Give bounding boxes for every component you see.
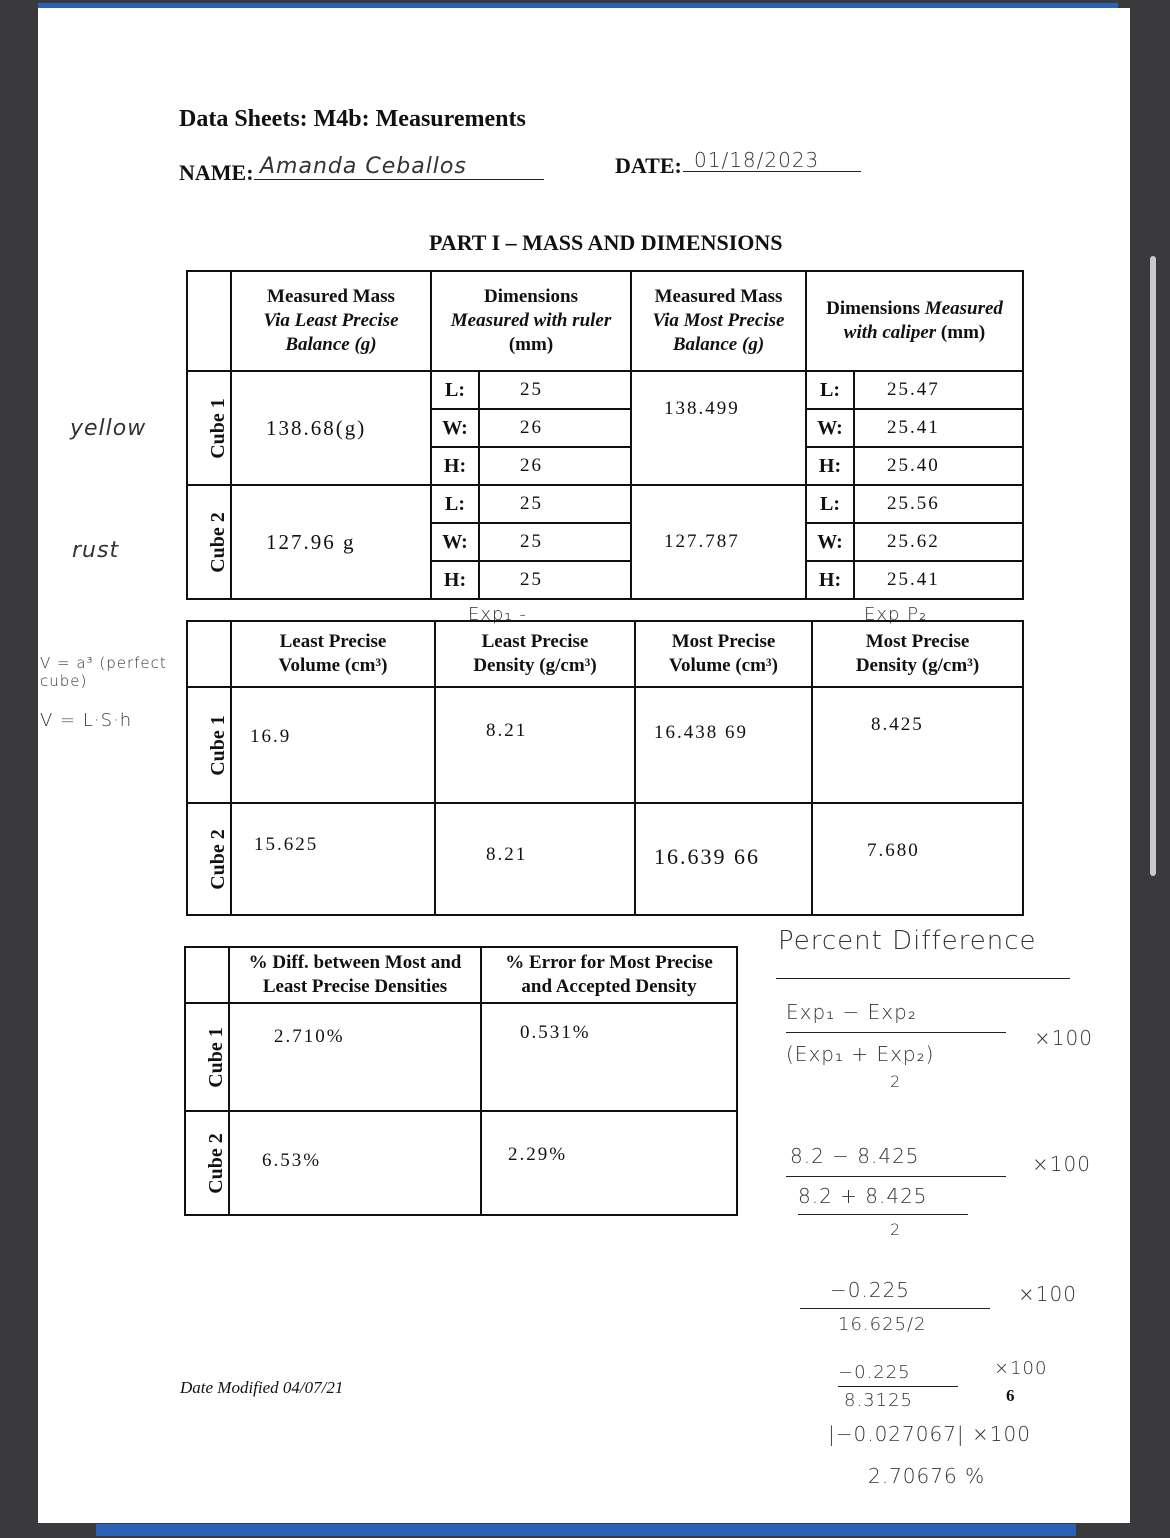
- header-err: % Error for Most Precise and Accepted Density: [481, 947, 737, 1003]
- table3-header-row: [185, 947, 737, 1003]
- cube2-ruler-H: 25: [479, 561, 631, 599]
- cube1-vol-most: 16.438 69: [635, 687, 812, 803]
- table1-row-cube2-L: [187, 485, 1023, 523]
- calc-l2-bar: [786, 1176, 1006, 1177]
- cube1-ruler-L: 25: [479, 371, 631, 409]
- calc-l1-bar: [786, 1032, 1006, 1033]
- calc-l3-bar: [800, 1308, 990, 1309]
- calc-l2-subbar: [798, 1214, 968, 1215]
- calc-title-underline: [776, 978, 1070, 979]
- header-mass-most: Measured Mass Via Most Precise Balance (g): [631, 271, 806, 371]
- header-vol-most: Most Precise Volume (cm³): [635, 621, 812, 687]
- cube2-ruler-W: 25: [479, 523, 631, 561]
- name-underline: [254, 179, 544, 180]
- table3-row-cube1: [185, 1003, 737, 1111]
- header-den-least: Least Precise Density (g/cm³): [435, 621, 635, 687]
- scrollbar-thumb[interactable]: [1150, 256, 1156, 876]
- cube2-caliper-L: 25.56: [854, 485, 1023, 523]
- dim-label-W: W:: [806, 523, 854, 561]
- calc-l1-den2: 2: [890, 1072, 902, 1091]
- note-formula-lsh: V = L·S·h: [40, 710, 133, 731]
- calc-l2-num: 8.2 − 8.425: [790, 1144, 920, 1168]
- date-label: DATE:: [615, 153, 682, 178]
- calc-l2-den2: 2: [890, 1220, 902, 1239]
- note-formula-cube: V = a³ (perfect cube): [40, 654, 167, 690]
- page-number: 6: [1006, 1386, 1015, 1405]
- cube1-mass-least: 138.68(g): [231, 371, 431, 485]
- name-label: NAME:: [179, 160, 254, 185]
- table2-row-cube2: [187, 803, 1023, 915]
- table2-header-row: [187, 621, 1023, 687]
- calc-l2-den: 8.2 + 8.425: [798, 1184, 928, 1208]
- calc-l3-x100: ×100: [1018, 1282, 1077, 1306]
- calc-l4-x100: ×100: [994, 1358, 1048, 1379]
- date-value: 01/18/2023: [694, 148, 820, 172]
- cube1-den-least: 8.21: [435, 687, 635, 803]
- cube1-ruler-W: 26: [479, 409, 631, 447]
- cube2-diff: 6.53%: [229, 1111, 481, 1215]
- corner-cell: [187, 621, 231, 687]
- cube1-label-cell: Cube 1: [185, 1003, 229, 1111]
- cube2-mass-most: 127.787: [631, 485, 806, 599]
- note-exp2: Exp P₂: [864, 604, 928, 625]
- cube2-den-least: 8.21: [435, 803, 635, 915]
- dim-label-L: L:: [431, 371, 479, 409]
- table2-row-cube1: [187, 687, 1023, 803]
- cube1-label-cell: Cube 1: [187, 687, 231, 803]
- mass-dimensions-table: [186, 270, 1024, 600]
- cube2-ruler-L: 25: [479, 485, 631, 523]
- table3-row-cube2: [185, 1111, 737, 1215]
- dim-label-W: W:: [806, 409, 854, 447]
- cube2-mass-least: 127.96 g: [231, 485, 431, 599]
- note-exp1: Exp₁ -: [468, 604, 527, 625]
- bottom-accent-bar: [96, 1524, 1076, 1536]
- document-page: [38, 8, 1130, 1523]
- dim-label-L: L:: [431, 485, 479, 523]
- dim-label-H: H:: [806, 561, 854, 599]
- part-title: PART I – MASS AND DIMENSIONS: [429, 230, 783, 255]
- table1-row-cube1-L: [187, 371, 1023, 409]
- cube2-label-cell: Cube 2: [185, 1111, 229, 1215]
- dim-label-H: H:: [431, 447, 479, 485]
- header-dim-caliper: Dimensions Measured with caliper (mm): [806, 271, 1023, 371]
- cube1-caliper-H: 25.40: [854, 447, 1023, 485]
- cube2-vol-most: 16.639 66: [635, 803, 812, 915]
- dim-label-H: H:: [431, 561, 479, 599]
- dim-label-W: W:: [431, 523, 479, 561]
- cube1-mass-most: 138.499: [631, 371, 806, 485]
- percent-diff-table: [184, 946, 738, 1216]
- note-yellow: yellow: [70, 416, 147, 441]
- header-diff: % Diff. between Most and Least Precise Densities: [229, 947, 481, 1003]
- table1-header-row: [187, 271, 1023, 371]
- cube1-den-most: 8.425: [812, 687, 1023, 803]
- name-value: Amanda Ceballos: [260, 154, 467, 179]
- calc-l1-x100: ×100: [1034, 1026, 1093, 1050]
- calc-l1-num: Exp₁ − Exp₂: [786, 1000, 917, 1024]
- cube1-vol-least: 16.9: [231, 687, 435, 803]
- calc-l1-den: (Exp₁ + Exp₂): [786, 1042, 935, 1066]
- cube2-label-cell: Cube 2: [187, 803, 231, 915]
- header-mass-least: Measured Mass Via Least Precise Balance (g): [231, 271, 431, 371]
- calc-l4-den: 8.3125: [844, 1390, 913, 1411]
- corner-cell: [187, 271, 231, 371]
- calc-l4-bar: [838, 1386, 958, 1387]
- calc-l2-x100: ×100: [1032, 1152, 1091, 1176]
- cube2-caliper-H: 25.41: [854, 561, 1023, 599]
- header-den-most: Most Precise Density (g/cm³): [812, 621, 1023, 687]
- header-dim-ruler: Dimensions Measured with ruler (mm): [431, 271, 631, 371]
- calc-l4-num: −0.225: [838, 1362, 911, 1383]
- cube2-vol-least: 15.625: [231, 803, 435, 915]
- date-modified: Date Modified 04/07/21: [180, 1378, 344, 1397]
- cube1-diff: 2.710%: [229, 1003, 481, 1111]
- note-rust: rust: [72, 538, 120, 563]
- cube1-err: 0.531%: [481, 1003, 737, 1111]
- cube1-caliper-W: 25.41: [854, 409, 1023, 447]
- calc-l3-num: −0.225: [830, 1278, 911, 1302]
- volume-density-table: [186, 620, 1024, 916]
- cube1-label-cell: Cube 1: [187, 371, 231, 485]
- cube1-ruler-H: 26: [479, 447, 631, 485]
- cube2-err: 2.29%: [481, 1111, 737, 1215]
- calc-l3-den: 16.625/2: [838, 1314, 927, 1335]
- cube2-label-cell: Cube 2: [187, 485, 231, 599]
- corner-cell: [185, 947, 229, 1003]
- dim-label-H: H:: [806, 447, 854, 485]
- header-vol-least: Least Precise Volume (cm³): [231, 621, 435, 687]
- cube2-caliper-W: 25.62: [854, 523, 1023, 561]
- dim-label-W: W:: [431, 409, 479, 447]
- calc-l5: |−0.027067| ×100: [828, 1422, 1031, 1446]
- cube2-den-most: 7.680: [812, 803, 1023, 915]
- page-title: Data Sheets: M4b: Measurements: [179, 106, 526, 132]
- calc-l6-result: 2.70676 %: [868, 1464, 986, 1488]
- calc-title: Percent Difference: [778, 926, 1037, 956]
- cube1-caliper-L: 25.47: [854, 371, 1023, 409]
- dim-label-L: L:: [806, 485, 854, 523]
- dim-label-L: L:: [806, 371, 854, 409]
